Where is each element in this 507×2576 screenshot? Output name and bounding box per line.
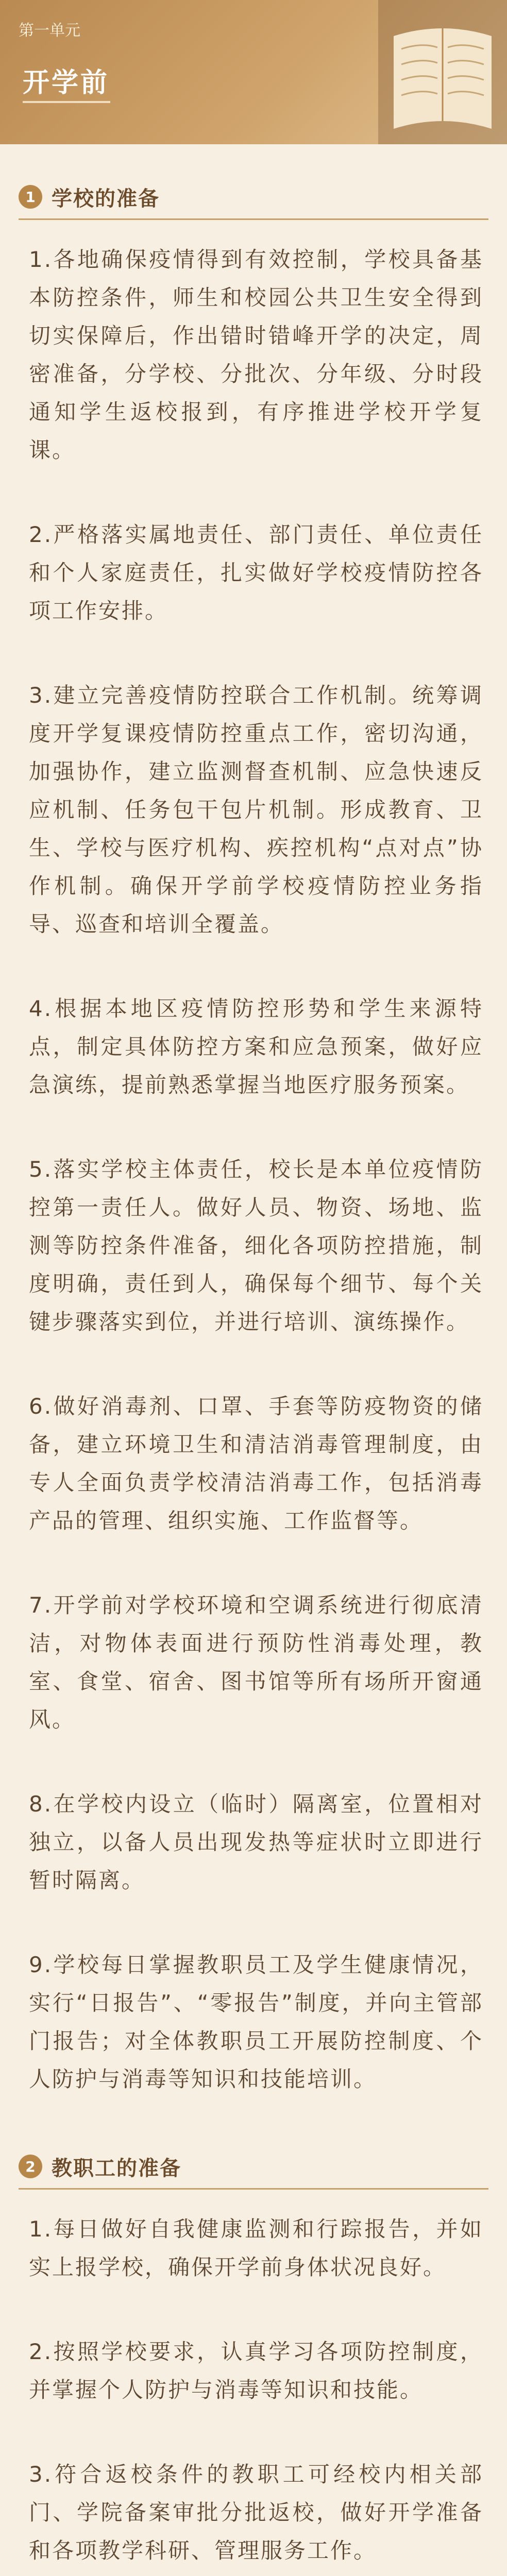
page-title: 开学前	[23, 67, 110, 98]
paragraph: 1.每日做好自我健康监测和行踪报告，并如实上报学校，确保开学前身体状况良好。	[29, 2216, 483, 2280]
section-title: 教职工的准备	[52, 2156, 181, 2180]
section-header	[19, 175, 488, 220]
section-number: 2	[19, 2155, 42, 2178]
paragraph: 6.做好消毒剂、口罩、手套等防疫物资的储备，建立环境卫生和清洁消毒管理制度，由专人全面负责学校清洁消毒工作，包括消毒产品的管理、组织实施、工作监督等。	[29, 1394, 483, 1533]
paragraph: 3.符合返校条件的教职工可经校内相关部门、学院备案审批分批返校，做好开学准备和各项教学科研、管理服务工作。	[29, 2462, 483, 2563]
section-title: 学校的准备	[52, 187, 160, 211]
paragraph: 5.落实学校主体责任，校长是本单位疫情防控第一责任人。做好人员、物资、场地、监测等防控条件准备，细化各项防控措施，制度明确，责任到人，确保每个细节、每个关键步骤落实到位，并进行培训、演练操作。	[29, 1157, 483, 1334]
header-banner	[0, 0, 507, 144]
section-school	[19, 175, 488, 2098]
paragraph: 1.各地确保疫情得到有效控制，学校具备基本防控条件，师生和校园公共卫生安全得到切实保障后，作出错时错峰开学的决定，周密准备，分学校、分批次、分年级、分时段通知学生返校报到，有序推进学校开学复课。	[29, 247, 483, 463]
paragraph: 7.开学前对学校环境和空调系统进行彻底清洁，对物体表面进行预防性消毒处理，教室、食堂、宿舍、图书馆等所有场所开窗通风。	[29, 1592, 483, 1732]
open-book-icon	[378, 0, 507, 144]
paragraph: 3.建立完善疫情防控联合工作机制。统筹调度开学复课疫情防控重点工作，密切沟通，加强协作，建立监测督查机制、应急快速反应机制、任务包干包片机制。形成教育、卫生、学校与医疗机构、疾控机构“点对点”协作机制。确保开学前学校疫情防控业务指导、巡查和培训全覆盖。	[29, 683, 483, 937]
section-staff	[19, 2145, 488, 2570]
paragraph: 2.按照学校要求，认真学习各项防控制度，并掌握个人防护与消毒等知识和技能。	[29, 2339, 483, 2402]
title-underline	[23, 101, 110, 103]
paragraph: 9.学校每日掌握教职员工及学生健康情况，实行“日报告”、“零报告”制度，并向主管部门报告；对全体教职员工开展防控制度、个人防护与消毒等知识和技能培训。	[29, 1952, 483, 2092]
section-header	[19, 2145, 488, 2190]
paragraph: 8.在学校内设立（临时）隔离室，位置相对独立，以备人员出现发热等症状时立即进行暂时隔离。	[29, 1791, 483, 1893]
paragraph: 4.根据本地区疫情防控形势和学生来源特点，制定具体防控方案和应急预案，做好应急演练，提前熟悉掌握当地医疗服务预案。	[29, 996, 483, 1097]
section-number: 1	[19, 185, 42, 209]
unit-label: 第一单元	[19, 22, 80, 40]
paragraph: 2.严格落实属地责任、部门责任、单位责任和个人家庭责任，扎实做好学校疫情防控各项工作安排。	[29, 522, 483, 623]
